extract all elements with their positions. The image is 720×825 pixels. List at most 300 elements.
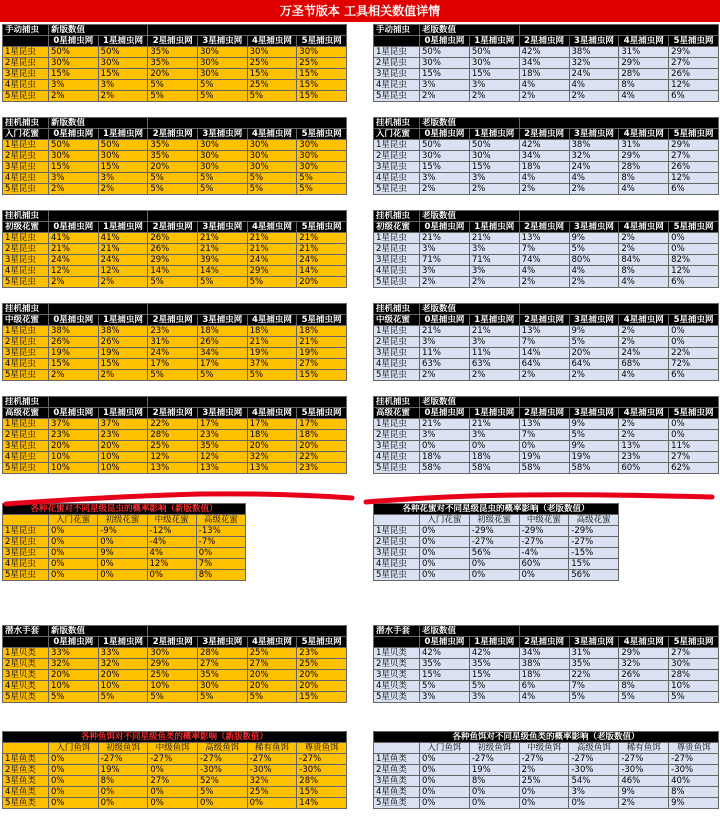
row-label: 4星昆虫 [374, 266, 420, 277]
table-header-row [374, 743, 719, 754]
value-cell: 15% [98, 162, 148, 173]
row-label: 1星昆虫 [3, 419, 49, 430]
value-cell: 12% [669, 173, 719, 184]
table-row [3, 233, 347, 244]
red-annotation-strokes [0, 484, 720, 524]
value-cell: 25% [247, 58, 297, 69]
value-cell: 58% [469, 463, 519, 474]
value-cell: 41% [98, 233, 148, 244]
value-cell: 30% [297, 162, 347, 173]
table-row [3, 326, 347, 337]
row-label: 2星昆虫 [374, 58, 420, 69]
value-cell: 27% [669, 58, 719, 69]
value-cell: 9% [569, 441, 619, 452]
value-cell: 30% [247, 47, 297, 58]
row-label: 1星昆虫 [3, 326, 49, 337]
value-cell: 30% [197, 140, 247, 151]
table-corner-label: 初级花蜜 [3, 222, 49, 233]
row-label: 1星昆虫 [374, 326, 420, 337]
column-header: 3星捕虫网 [197, 129, 247, 140]
value-cell: 32% [247, 776, 297, 787]
value-cell: 5% [247, 692, 297, 703]
row-label: 3星贝类 [374, 670, 420, 681]
value-cell: -27% [519, 537, 569, 548]
value-cell: 29% [247, 266, 297, 277]
table-row [3, 441, 347, 452]
column-header: 5星捕虫网 [297, 36, 347, 47]
row-label: 3星昆虫 [3, 162, 49, 173]
value-cell: 3% [98, 80, 148, 91]
value-cell: 19% [469, 765, 519, 776]
table-row [374, 419, 719, 430]
value-cell: 26% [197, 337, 247, 348]
old-insect-table [373, 210, 719, 288]
value-cell: 15% [49, 69, 99, 80]
value-cell: 7% [569, 681, 619, 692]
column-header: 1星捕虫网 [98, 222, 148, 233]
value-cell: 3% [98, 173, 148, 184]
value-cell: 21% [469, 326, 519, 337]
value-cell: 21% [247, 244, 297, 255]
value-cell: 64% [569, 359, 619, 370]
value-cell: 4% [147, 548, 196, 559]
row-label: 5星昆虫 [3, 463, 49, 474]
value-cell: 2% [98, 370, 148, 381]
value-cell: -27% [197, 754, 247, 765]
column-header: 0星捕虫网 [420, 222, 470, 233]
value-cell: 82% [669, 255, 719, 266]
row-label: 2星昆虫 [374, 244, 420, 255]
table-row [3, 244, 347, 255]
table-row [3, 648, 347, 659]
table-row [374, 91, 719, 102]
value-cell: -4% [147, 537, 196, 548]
value-cell: 13% [148, 463, 198, 474]
value-cell: 35% [420, 659, 470, 670]
value-cell: 0% [49, 559, 98, 570]
row-label: 4星昆虫 [3, 452, 49, 463]
table-row [3, 692, 347, 703]
header-spacer [148, 25, 347, 36]
value-cell: 8% [619, 266, 669, 277]
column-header: 2星捕虫网 [148, 129, 198, 140]
value-cell: 18% [297, 430, 347, 441]
value-cell: -27% [669, 754, 719, 765]
value-cell: 11% [669, 441, 719, 452]
value-cell: 12% [98, 266, 148, 277]
old-insect-table [373, 396, 719, 474]
value-cell: 0% [49, 526, 98, 537]
value-cell: 9% [669, 798, 719, 809]
value-cell: 32% [247, 452, 297, 463]
value-cell: 5% [569, 430, 619, 441]
table-row [374, 452, 719, 463]
value-cell: 3% [420, 80, 470, 91]
value-cell: 0% [469, 798, 519, 809]
value-cell: -27% [619, 754, 669, 765]
value-cell: 11% [469, 348, 519, 359]
value-cell: 0% [669, 337, 719, 348]
row-label: 1星昆虫 [374, 526, 420, 537]
value-cell: 63% [420, 359, 470, 370]
value-cell: 21% [197, 244, 247, 255]
value-cell: 18% [469, 452, 519, 463]
value-cell: 5% [197, 184, 247, 195]
value-cell: 30% [148, 648, 198, 659]
value-cell: 27% [669, 151, 719, 162]
table-row [374, 548, 619, 559]
row-label: 2星昆虫 [3, 430, 49, 441]
value-cell: 29% [148, 255, 198, 266]
table-corner-label [374, 36, 420, 47]
value-cell: 6% [669, 370, 719, 381]
table-row [3, 91, 347, 102]
table-row [374, 151, 719, 162]
table-row [374, 537, 619, 548]
value-cell: 5% [247, 91, 297, 102]
value-cell: 3% [420, 337, 470, 348]
column-header: 4星捕虫网 [247, 36, 297, 47]
row-label: 1星昆虫 [374, 47, 420, 58]
value-cell: 23% [197, 430, 247, 441]
row-label: 2星鱼类 [374, 765, 420, 776]
value-cell: 60% [519, 559, 569, 570]
table-corner-label: 初级花蜜 [374, 222, 420, 233]
row-label: 3星昆虫 [3, 69, 49, 80]
value-cell: -29% [519, 526, 569, 537]
table-row [374, 58, 719, 69]
value-cell: 7% [519, 244, 569, 255]
column-header: 5星捕虫网 [669, 36, 719, 47]
value-cell: 2% [569, 184, 619, 195]
value-cell: 15% [98, 69, 148, 80]
table-title-row [3, 304, 347, 315]
value-cell: 21% [420, 326, 470, 337]
value-cell: 5% [148, 184, 198, 195]
value-cell: 20% [297, 277, 347, 288]
column-header: 4星捕虫网 [247, 637, 297, 648]
column-header: 3星捕虫网 [569, 36, 619, 47]
row-label: 4星鱼类 [374, 787, 420, 798]
row-label: 1星贝类 [374, 648, 420, 659]
row-label: 2星贝类 [3, 659, 49, 670]
value-cell: 5% [669, 692, 719, 703]
value-cell: 5% [197, 91, 247, 102]
table-row [374, 233, 719, 244]
table-corner-label: 高级花蜜 [3, 408, 49, 419]
value-cell: 30% [197, 58, 247, 69]
value-cell: 0% [420, 765, 470, 776]
value-cell: 0% [420, 787, 470, 798]
value-cell: 2% [519, 765, 569, 776]
value-cell: 17% [247, 419, 297, 430]
value-cell: 19% [98, 765, 148, 776]
value-cell: 8% [669, 787, 719, 798]
value-cell: 2% [569, 370, 619, 381]
value-cell: 5% [297, 173, 347, 184]
column-header: 5星捕虫网 [669, 315, 719, 326]
value-cell: 0% [519, 798, 569, 809]
column-header: 2星捕虫网 [148, 36, 198, 47]
value-cell: 21% [420, 419, 470, 430]
value-cell: 24% [569, 69, 619, 80]
new-insect-table [2, 117, 347, 195]
row-label: 3星昆虫 [374, 69, 420, 80]
table-corner-label [374, 637, 420, 648]
value-cell: 2% [619, 233, 669, 244]
value-cell: 0% [49, 776, 99, 787]
value-cell: 13% [519, 326, 569, 337]
column-header: 4星捕虫网 [619, 36, 669, 47]
value-cell: 18% [519, 670, 569, 681]
value-cell: 5% [148, 370, 198, 381]
annotation-stroke-right [366, 495, 712, 502]
value-cell: 3% [469, 80, 519, 91]
value-cell: 3% [469, 266, 519, 277]
table-row [374, 659, 719, 670]
column-header: 1星捕虫网 [469, 637, 519, 648]
value-cell: 0% [49, 570, 98, 581]
value-cell: 20% [98, 441, 148, 452]
row-label: 4星鱼类 [3, 787, 49, 798]
value-cell: 37% [98, 419, 148, 430]
value-cell: 3% [49, 173, 99, 184]
table-row [3, 570, 246, 581]
value-cell: 50% [98, 140, 148, 151]
value-cell: -30% [297, 765, 347, 776]
row-label: 4星昆虫 [374, 359, 420, 370]
value-cell: 5% [247, 370, 297, 381]
value-cell: 26% [148, 233, 198, 244]
value-cell: 38% [519, 659, 569, 670]
value-cell: 34% [197, 348, 247, 359]
value-cell: 4% [569, 80, 619, 91]
row-label: 4星昆虫 [3, 266, 49, 277]
table-header-row [3, 408, 347, 419]
value-cell: 30% [420, 58, 470, 69]
value-cell: 35% [148, 58, 198, 69]
row-label: 5星昆虫 [374, 277, 420, 288]
table-corner-label [3, 36, 49, 47]
column-header: 0星捕虫网 [420, 129, 470, 140]
value-cell: 4% [519, 80, 569, 91]
row-label: 1星昆虫 [3, 526, 49, 537]
value-cell: 2% [619, 326, 669, 337]
value-cell: 4% [569, 266, 619, 277]
value-cell: 2% [420, 370, 470, 381]
value-cell: 5% [197, 173, 247, 184]
value-cell: 10% [148, 681, 198, 692]
value-cell: -13% [196, 526, 245, 537]
value-cell: 46% [619, 776, 669, 787]
value-cell: 28% [619, 69, 669, 80]
table-row [3, 162, 347, 173]
table-title-row [374, 732, 719, 743]
table-mode-label: 挂机捕虫 [3, 304, 49, 315]
value-cell: 30% [197, 162, 247, 173]
value-cell: 5% [148, 91, 198, 102]
column-header: 初级花蜜 [98, 515, 147, 526]
value-cell: 21% [297, 244, 347, 255]
table-row [374, 798, 719, 809]
value-cell: 2% [98, 91, 148, 102]
value-cell: 13% [619, 441, 669, 452]
value-cell: 6% [519, 681, 569, 692]
table-row [374, 326, 719, 337]
table-row [3, 255, 347, 266]
value-cell: 31% [619, 140, 669, 151]
value-cell: 27% [247, 659, 297, 670]
value-cell: 0% [469, 441, 519, 452]
value-cell: 33% [98, 648, 148, 659]
value-cell: 0% [669, 419, 719, 430]
table-version-label: 新版数值 [49, 118, 148, 129]
table-corner-label [374, 743, 420, 754]
value-cell: 3% [469, 173, 519, 184]
row-label: 5星昆虫 [3, 370, 49, 381]
value-cell: 12% [197, 452, 247, 463]
row-label: 3星鱼类 [3, 776, 49, 787]
value-cell: 24% [569, 162, 619, 173]
column-header: 3星捕虫网 [197, 408, 247, 419]
value-cell: 19% [98, 348, 148, 359]
row-label: 2星昆虫 [3, 58, 49, 69]
value-cell: 18% [197, 326, 247, 337]
table-header-row [374, 408, 719, 419]
value-cell: 4% [519, 692, 569, 703]
row-label: 2星昆虫 [374, 151, 420, 162]
value-cell: 0% [148, 787, 198, 798]
table-version-label [49, 304, 148, 315]
value-cell: 3% [420, 244, 470, 255]
table-corner-label [3, 743, 49, 754]
table-corner-label [3, 637, 49, 648]
table-mode-label: 挂机捕虫 [3, 397, 49, 408]
value-cell: 15% [420, 670, 470, 681]
value-cell: 0% [49, 798, 99, 809]
value-cell: 25% [247, 648, 297, 659]
value-cell: 0% [469, 559, 519, 570]
row-label: 3星昆虫 [374, 255, 420, 266]
table-version-label [49, 211, 148, 222]
table-header-row [3, 743, 347, 754]
value-cell: 63% [469, 359, 519, 370]
value-cell: -30% [619, 765, 669, 776]
value-cell: 0% [49, 537, 98, 548]
table-row [3, 548, 246, 559]
value-cell: 5% [619, 692, 669, 703]
column-header: 0星捕虫网 [420, 408, 470, 419]
value-cell: 18% [420, 452, 470, 463]
value-cell: 10% [98, 463, 148, 474]
value-cell: 0% [420, 441, 470, 452]
table-mode-label: 挂机捕虫 [374, 397, 420, 408]
row-label: 2星昆虫 [3, 537, 49, 548]
value-cell: 32% [49, 659, 99, 670]
table-row [3, 370, 347, 381]
value-cell: -30% [569, 765, 619, 776]
value-cell: 17% [197, 419, 247, 430]
value-cell: 58% [519, 463, 569, 474]
value-cell: 6% [669, 277, 719, 288]
table-row [374, 430, 719, 441]
table-row [3, 430, 347, 441]
value-cell: 8% [98, 776, 148, 787]
column-header: 1星捕虫网 [469, 408, 519, 419]
value-cell: 24% [98, 255, 148, 266]
value-cell: 42% [469, 648, 519, 659]
value-cell: -30% [669, 765, 719, 776]
row-label: 5星昆虫 [374, 463, 420, 474]
row-label: 4星昆虫 [3, 80, 49, 91]
value-cell: 21% [247, 233, 297, 244]
value-cell: 20% [247, 670, 297, 681]
value-cell: -27% [148, 754, 198, 765]
row-label: 1星鱼类 [3, 754, 49, 765]
value-cell: 39% [197, 255, 247, 266]
value-cell: 5% [148, 173, 198, 184]
value-cell: 30% [297, 140, 347, 151]
value-cell: 84% [619, 255, 669, 266]
row-label: 3星昆虫 [3, 548, 49, 559]
row-label: 4星昆虫 [3, 359, 49, 370]
value-cell: 2% [49, 184, 99, 195]
row-label: 5星昆虫 [374, 184, 420, 195]
value-cell: 2% [619, 798, 669, 809]
column-header: 0星捕虫网 [49, 222, 99, 233]
row-label: 2星鱼类 [3, 765, 49, 776]
value-cell: 29% [619, 58, 669, 69]
value-cell: 13% [519, 233, 569, 244]
value-cell: 29% [619, 151, 669, 162]
value-cell: 34% [519, 151, 569, 162]
column-header: 1星捕虫网 [469, 129, 519, 140]
value-cell: 5% [569, 337, 619, 348]
column-header: 5星捕虫网 [297, 637, 347, 648]
value-cell: 30% [469, 151, 519, 162]
table-row [374, 692, 719, 703]
value-cell: 0% [197, 798, 247, 809]
value-cell: 3% [420, 173, 470, 184]
row-label: 5星鱼类 [374, 798, 420, 809]
column-header: 稀有鱼饵 [619, 743, 669, 754]
value-cell: 2% [519, 184, 569, 195]
table-version-label: 老版数值 [420, 304, 520, 315]
column-header: 2星捕虫网 [148, 637, 198, 648]
value-cell: 4% [619, 91, 669, 102]
value-cell: 15% [297, 91, 347, 102]
column-header: 2星捕虫网 [148, 315, 198, 326]
value-cell: 26% [669, 162, 719, 173]
row-label: 2星昆虫 [3, 151, 49, 162]
value-cell: 34% [519, 648, 569, 659]
value-cell: 21% [297, 337, 347, 348]
value-cell: 9% [619, 787, 669, 798]
table-row [3, 787, 347, 798]
value-cell: 0% [469, 570, 519, 581]
header-spacer [519, 397, 718, 408]
value-cell: 10% [669, 681, 719, 692]
value-cell: 50% [49, 140, 99, 151]
table-version-label: 新版数值 [49, 626, 148, 637]
column-header: 4星捕虫网 [247, 222, 297, 233]
column-header: 2星捕虫网 [148, 408, 198, 419]
table-row [374, 47, 719, 58]
value-cell: 20% [148, 162, 198, 173]
column-header: 1星捕虫网 [98, 637, 148, 648]
table-row [3, 537, 246, 548]
column-header: 0星捕虫网 [49, 637, 99, 648]
